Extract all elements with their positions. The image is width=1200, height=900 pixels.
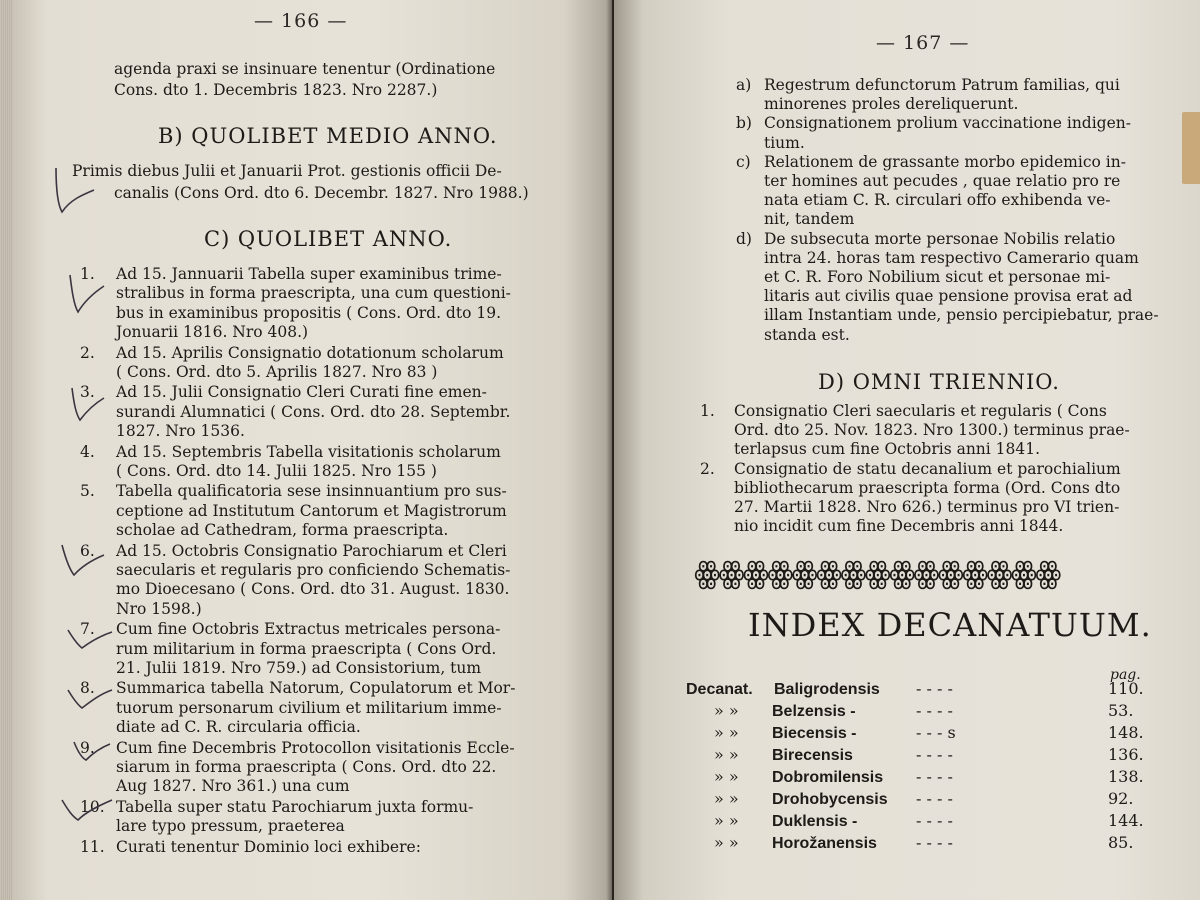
index-page: 85. bbox=[1108, 833, 1134, 852]
item-line: mo Dioecesano ( Cons. Ord. dto 31. August. 1830. bbox=[116, 580, 510, 599]
item-line: intra 24. horas tam respectivo Camerario quam bbox=[764, 248, 1139, 267]
item-line: Cum fine Decembris Protocollon visitationis Eccle- bbox=[116, 738, 515, 757]
item-number: 4. bbox=[80, 442, 95, 461]
item-line: Ad 15. Julii Consignatio Cleri Curati fine emen- bbox=[116, 383, 487, 402]
index-prefix: » » bbox=[714, 789, 739, 808]
item-line: bus in examinibus propositis ( Cons. Ord. dto 19. bbox=[116, 303, 501, 322]
item-line: De subsecuta morte personae Nobilis relatio bbox=[764, 229, 1116, 248]
item-line: lare typo pressum, praeterea bbox=[116, 817, 345, 836]
item-line: Nro 1598.) bbox=[116, 599, 202, 618]
item-line: Tabella qualificatoria sese insinnuantium pro sus- bbox=[116, 482, 507, 501]
item-number: 5. bbox=[80, 482, 95, 501]
right-page bbox=[614, 0, 1200, 900]
ornament-border: ꙮꙮꙮꙮꙮꙮꙮꙮꙮꙮꙮꙮꙮꙮꙮ bbox=[694, 556, 1060, 591]
index-name: Baligrodensis bbox=[774, 681, 880, 698]
item-line: Consignatio de statu decanalium et parochialium bbox=[734, 459, 1121, 478]
page-number-left: — 166 — bbox=[254, 10, 348, 32]
section-c-heading: C) QUOLIBET ANNO. bbox=[204, 227, 453, 251]
index-prefix: » » bbox=[714, 723, 739, 742]
index-leader: - - - - bbox=[916, 833, 953, 852]
index-page: 138. bbox=[1108, 767, 1144, 786]
check-mark bbox=[68, 690, 112, 708]
item-line: tuorum personarum civilium et militarium imme- bbox=[116, 698, 502, 717]
index-leader: - - - - bbox=[916, 789, 953, 808]
item-number: 2. bbox=[80, 343, 95, 362]
item-number: 1. bbox=[700, 402, 715, 420]
section-b-line: canalis (Cons Ord. dto 6. Decembr. 1827. Nro 1988.) bbox=[114, 184, 529, 202]
item-line: Ad 15. Jannuarii Tabella super examinibus trime- bbox=[116, 265, 502, 283]
section-b-line: Primis diebus Julii et Januarii Prot. gestionis officii De- bbox=[72, 162, 502, 180]
item-line: et C. R. Foro Nobilium sicut et personae mi- bbox=[764, 268, 1111, 286]
item-number: 6. bbox=[80, 541, 95, 560]
index-page: 53. bbox=[1108, 701, 1134, 720]
index-name: Horožanensis bbox=[772, 835, 877, 852]
index-page: 110. bbox=[1108, 679, 1144, 698]
check-mark bbox=[62, 797, 112, 820]
item-line: surandi Alumnatici ( Cons. Ord. dto 28. Septembr. bbox=[116, 402, 511, 421]
index-leader: - - - - bbox=[916, 679, 953, 698]
item-number: a) bbox=[736, 76, 752, 94]
item-line: Consignationem prolium vaccinatione indigen- bbox=[764, 114, 1131, 133]
index-prefix: » » bbox=[714, 833, 739, 852]
item-line: Cum fine Octobris Extractus metricales persona- bbox=[116, 620, 501, 639]
item-line: ( Cons. Ord. dto 14. Julii 1825. Nro 155 ) bbox=[116, 462, 437, 480]
item-number: 10. bbox=[80, 797, 105, 816]
check-mark bbox=[72, 388, 104, 420]
index-name: Biecensis - bbox=[772, 725, 857, 742]
item-line: 27. Martii 1828. Nro 626.) terminus pro VI trien- bbox=[734, 498, 1120, 516]
item-line: 1827. Nro 1536. bbox=[116, 422, 245, 441]
item-line: saecularis et regularis pro conficiendo Schematis- bbox=[116, 561, 511, 579]
item-number: 11. bbox=[80, 837, 105, 856]
item-line: Ad 15. Septembris Tabella visitationis scholarum bbox=[116, 442, 501, 461]
intro-line: agenda praxi se insinuare tenentur (Ordinatione bbox=[114, 60, 496, 78]
item-line: illam Instantiam unde, pensio percipiebatur, prae- bbox=[764, 306, 1159, 325]
item-number: d) bbox=[736, 229, 752, 248]
index-name: Birecensis bbox=[772, 747, 853, 764]
item-line: Consignatio Cleri saecularis et regularis ( Cons bbox=[734, 402, 1107, 420]
index-page: 148. bbox=[1108, 723, 1144, 742]
index-prefix: » » bbox=[714, 767, 739, 786]
index-name: Duklensis - bbox=[772, 813, 858, 830]
section-b-heading: B) QUOLIBET MEDIO ANNO. bbox=[158, 124, 498, 148]
index-prefix: Decanat. bbox=[686, 681, 753, 698]
item-line: ( Cons. Ord. dto 5. Aprilis 1827. Nro 83 ) bbox=[116, 363, 438, 381]
left-page bbox=[12, 0, 612, 900]
index-leader: - - - - bbox=[916, 701, 953, 720]
item-line: litaris aut civilis quae pensione provisa erat ad bbox=[764, 287, 1133, 306]
item-number: c) bbox=[736, 152, 751, 171]
item-line: ceptione ad Institutum Cantorum et Magistrorum bbox=[116, 501, 507, 520]
item-line: nit, tandem bbox=[764, 210, 855, 229]
item-number: 7. bbox=[80, 620, 95, 639]
index-leader: - - - s bbox=[916, 723, 956, 742]
item-number: b) bbox=[736, 114, 752, 133]
check-mark bbox=[62, 545, 104, 575]
pencil-checkmarks bbox=[12, 0, 612, 900]
item-line: 21. Julii 1819. Nro 759.) ad Consistorium, tum bbox=[116, 659, 482, 677]
item-line: nata etiam C. R. circulari offo exhibenda ve- bbox=[764, 191, 1111, 210]
item-line: Ord. dto 25. Nov. 1823. Nro 1300.) terminus prae- bbox=[734, 421, 1130, 440]
item-line: Regestrum defunctorum Patrum familias, qui bbox=[764, 76, 1120, 94]
item-line: nio incidit cum fine Decembris anni 1844. bbox=[734, 517, 1064, 536]
item-number: 9. bbox=[80, 738, 95, 757]
index-name: Belzensis - bbox=[772, 703, 856, 720]
item-line: minorenes proles dereliquerunt. bbox=[764, 95, 1019, 114]
index-name: Drohobycensis bbox=[772, 791, 888, 808]
item-line: Relationem de grassante morbo epidemico in- bbox=[764, 152, 1126, 171]
intro-line: Cons. dto 1. Decembris 1823. Nro 2287.) bbox=[114, 81, 438, 99]
item-line: standa est. bbox=[764, 325, 850, 344]
index-page: 136. bbox=[1108, 745, 1144, 764]
index-leader: - - - - bbox=[916, 767, 953, 786]
item-line: siarum in forma praescripta ( Cons. Ord. dto 22. bbox=[116, 758, 497, 776]
index-title: INDEX DECANATUUM. bbox=[748, 606, 1152, 644]
item-line: ter homines aut pecudes , quae relatio pro re bbox=[764, 172, 1121, 190]
index-leader: - - - - bbox=[916, 811, 953, 830]
page-tab-marker bbox=[1182, 112, 1200, 184]
item-line: Aug 1827. Nro 361.) una cum bbox=[116, 777, 350, 796]
item-number: 2. bbox=[700, 459, 715, 478]
item-line: Summarica tabella Natorum, Copulatorum et Mor- bbox=[116, 679, 516, 698]
item-number: 8. bbox=[80, 679, 95, 698]
item-line: Tabella super statu Parochiarum juxta formu- bbox=[116, 797, 474, 816]
item-line: diate ad C. R. circularia officia. bbox=[116, 718, 361, 737]
index-prefix: » » bbox=[714, 745, 739, 764]
index-name: Dobromilensis bbox=[772, 769, 884, 786]
index-prefix: » » bbox=[714, 811, 739, 830]
check-mark bbox=[70, 275, 104, 312]
item-line: Ad 15. Aprilis Consignatio dotationum scholarum bbox=[116, 343, 504, 362]
item-line: terlapsus cum fine Octobris anni 1841. bbox=[734, 440, 1041, 459]
section-d-heading: D) OMNI TRIENNIO. bbox=[818, 370, 1060, 394]
index-prefix: » » bbox=[714, 701, 739, 720]
check-mark bbox=[74, 742, 110, 760]
item-line: scholae ad Cathedram, forma praescripta. bbox=[116, 521, 449, 540]
item-line: bibliothecarum praescripta forma (Ord. Cons dto bbox=[734, 478, 1121, 497]
item-line: Curati tenentur Dominio loci exhibere: bbox=[116, 837, 421, 856]
index-page: 144. bbox=[1108, 811, 1144, 830]
item-line: rum militarium in forma praescripta ( Cons Ord. bbox=[116, 639, 497, 658]
item-line: Jonuarii 1816. Nro 408.) bbox=[116, 323, 309, 342]
check-mark bbox=[56, 168, 94, 212]
index-page: 92. bbox=[1108, 789, 1134, 808]
item-line: stralibus in forma praescripta, una cum questioni- bbox=[116, 284, 511, 303]
item-number: 3. bbox=[80, 383, 95, 402]
item-number: 1. bbox=[80, 265, 95, 283]
index-leader: - - - - bbox=[916, 745, 953, 764]
check-mark bbox=[68, 630, 112, 648]
page-number-right: — 167 — bbox=[876, 32, 970, 54]
item-line: tium. bbox=[764, 133, 805, 152]
item-line: Ad 15. Octobris Consignatio Parochiarum et Cleri bbox=[116, 541, 507, 560]
pag-label: pag. bbox=[1110, 667, 1141, 683]
